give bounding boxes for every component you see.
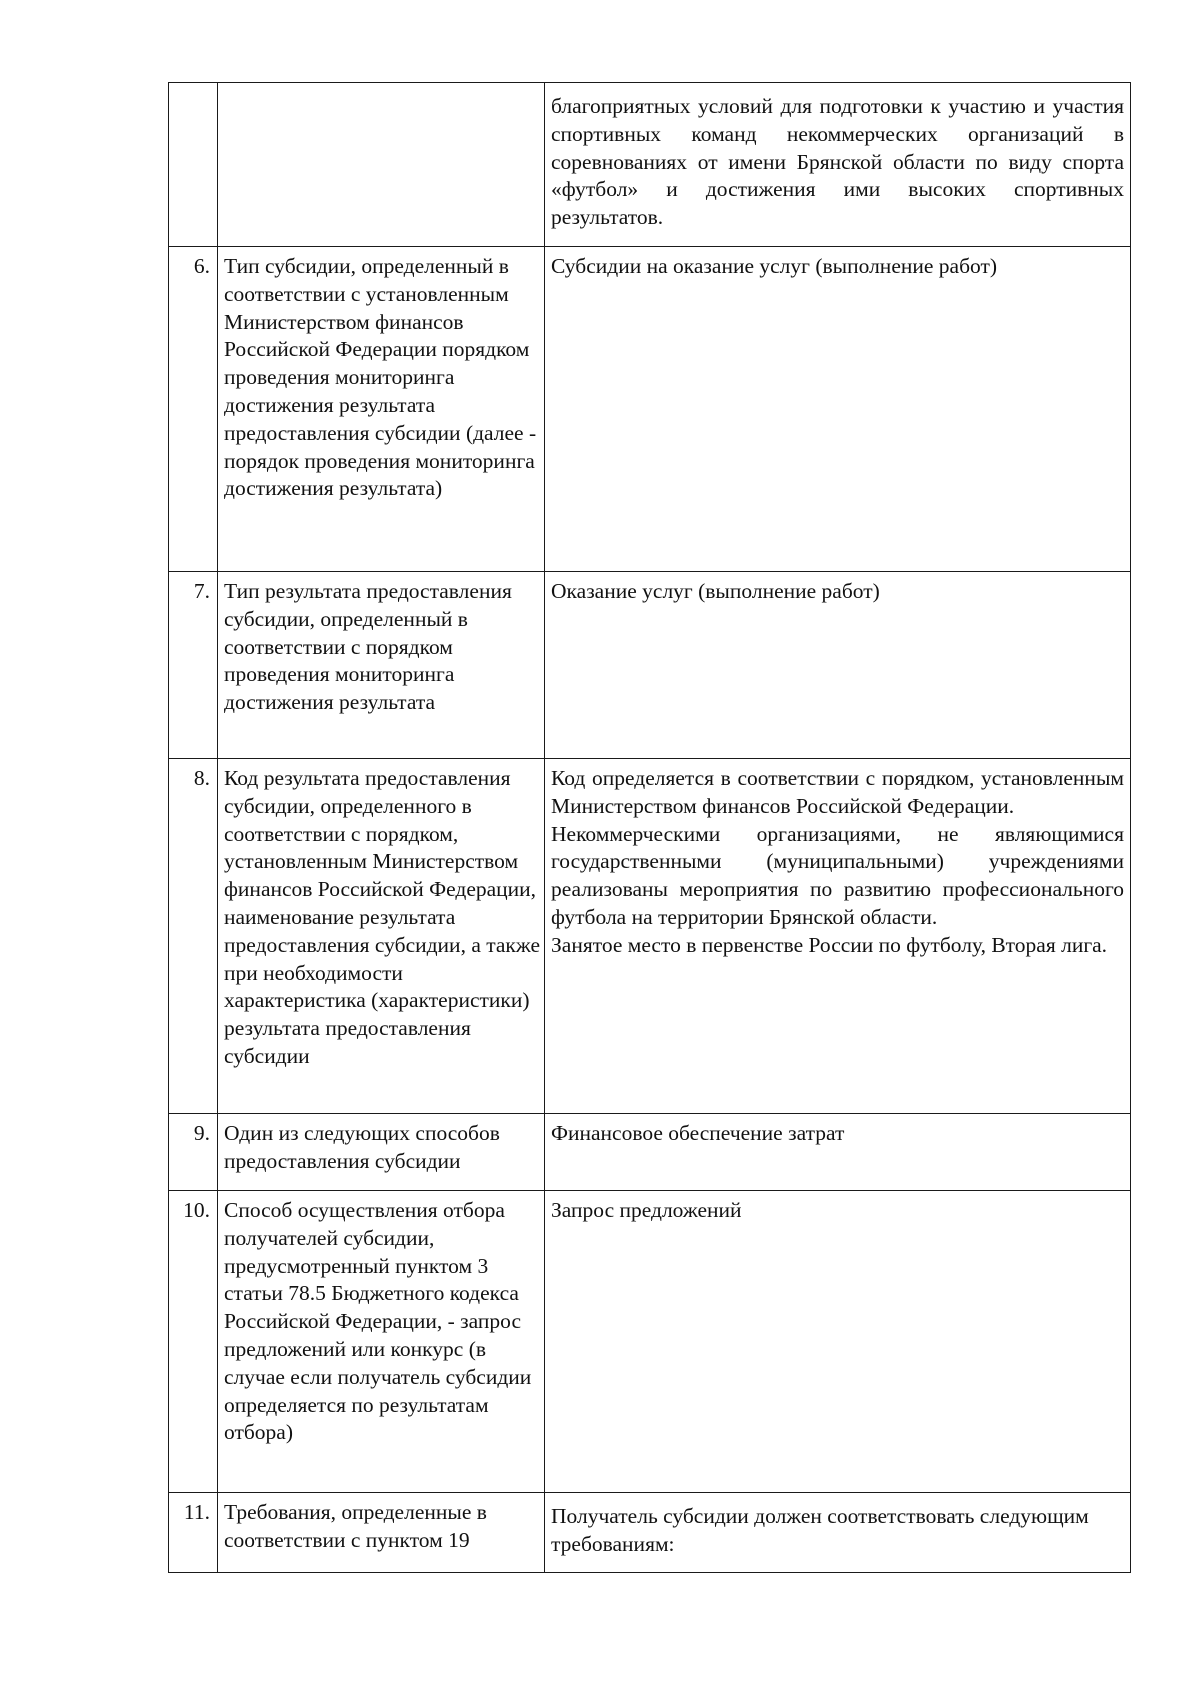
- requirements-table: [168, 82, 1131, 1573]
- row-description: благоприятных условий для подготовки к участию и участия спортивных команд некоммерческих организаций в соревнованиях от имени Брянской области по виду спорта «футбол» и достижения ими высоких спортивных результатов.: [551, 94, 1124, 230]
- table-row: [169, 83, 1131, 247]
- row-number-cell: [169, 83, 218, 247]
- table-row: [169, 1114, 1131, 1191]
- row-number-cell: [169, 1114, 218, 1191]
- row-description-cell: [545, 572, 1131, 759]
- row-description: Оказание услуг (выполнение работ): [551, 579, 880, 603]
- row-name: Требования, определенные в соответствии с пунктом 19: [224, 1500, 487, 1552]
- table-row: [169, 247, 1131, 572]
- row-number-cell: [169, 759, 218, 1114]
- row-description: Субсидии на оказание услуг (выполнение работ): [551, 254, 998, 278]
- row-description-paragraph: Занятое место в первенстве России по футболу, Вторая лига.: [551, 932, 1108, 957]
- row-description-cell: [545, 247, 1131, 572]
- row-name: Способ осуществления отбора получателей субсидии, предусмотренный пунктом 3 статьи 78.5 Бюджетного кодекса Российской Федерации, - запрос предложений или конкурс (в случае если получатель субсидии определяется по результатам отбора): [224, 1198, 532, 1445]
- row-name: Тип субсидии, определенный в соответствии с установленным Министерством финансов Российской Федерации порядком проведения мониторинга достижения результата предоставления субсидии (далее - порядок проведения мониторинга достижения результата): [224, 254, 537, 501]
- row-description-cell: [545, 1191, 1131, 1493]
- row-number: 11.: [183, 1500, 210, 1524]
- row-number-cell: [169, 1191, 218, 1493]
- row-name-cell: [218, 572, 545, 759]
- row-description-paragraph: Код определяется в соответствии с порядком, установленным Министерством финансов Российской Федерации.: [551, 766, 1124, 818]
- table-row: [169, 759, 1131, 1114]
- table-row: [169, 1191, 1131, 1493]
- row-number: 9.: [193, 1121, 210, 1145]
- row-description-cell: [545, 1114, 1131, 1191]
- row-name-cell: [218, 83, 545, 247]
- table-row: [169, 572, 1131, 759]
- row-number: 7.: [193, 579, 210, 603]
- row-description: Получатель субсидии должен соответствовать следующим требованиям:: [551, 1504, 1089, 1556]
- row-number-cell: [169, 247, 218, 572]
- row-number: [210, 97, 217, 103]
- row-name-cell: [218, 759, 545, 1114]
- row-description-cell: [545, 1493, 1131, 1573]
- row-number: 6.: [193, 254, 210, 278]
- row-name: Тип результата предоставления субсидии, определенный в соответствии с порядком проведения мониторинга достижения результата: [224, 579, 512, 715]
- row-number: 8.: [193, 766, 210, 790]
- table-row: [169, 1493, 1131, 1573]
- row-name: Один из следующих способов предоставления субсидии: [224, 1121, 500, 1173]
- row-name-cell: [218, 1191, 545, 1493]
- row-name-cell: [218, 1114, 545, 1191]
- row-description: Запрос предложений: [551, 1198, 742, 1222]
- row-name: [218, 83, 544, 95]
- row-description-cell: [545, 83, 1131, 247]
- row-name-cell: [218, 247, 545, 572]
- row-description: Финансовое обеспечение затрат: [551, 1121, 845, 1145]
- row-name: Код результата предоставления субсидии, определенного в соответствии с порядком, установленным Министерством финансов Российской Федерации, наименование результата предоставления субсидии, а также при необходимости характеристика (характеристики) результата предоставления субсидии: [224, 766, 540, 1068]
- row-description-paragraph: Некоммерческими организациями, не являющимися государственными (муниципальными) учреждениями реализованы мероприятия по развитию профессионального футбола на территории Брянской области.: [551, 821, 1124, 929]
- row-number-cell: [169, 572, 218, 759]
- row-number: 10.: [183, 1198, 210, 1222]
- row-name-cell: [218, 1493, 545, 1573]
- row-description-cell: [545, 759, 1131, 1114]
- row-number-cell: [169, 1493, 218, 1573]
